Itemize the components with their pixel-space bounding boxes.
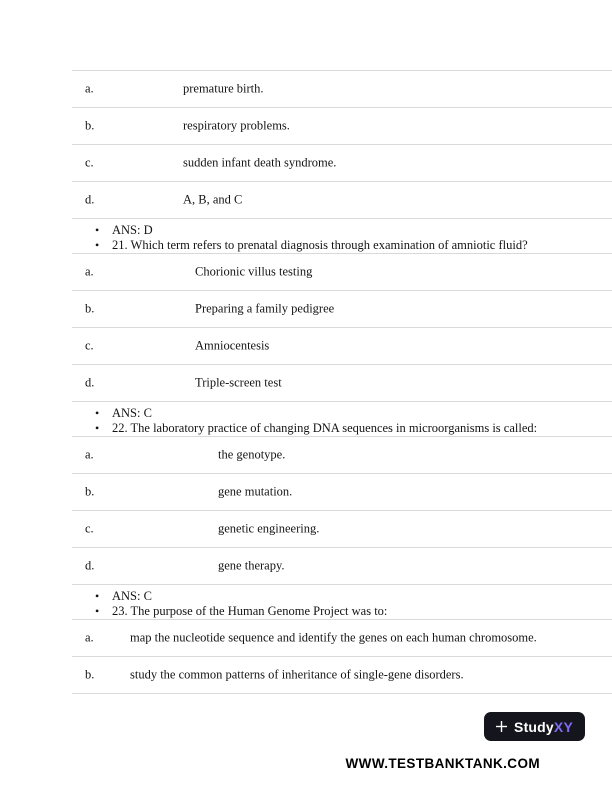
option-row [72,657,612,694]
answer-line: • ANS: D [72,223,612,238]
option-letter: b. [85,667,95,682]
option-row [72,437,612,474]
answer-question-block [72,402,612,436]
brand-accent-text: XY [553,718,573,735]
option-row [72,511,612,548]
option-text: gene therapy. [218,558,285,573]
answer-question-block [72,219,612,253]
option-text: map the nucleotide sequence and identify the genes on each human chromosome. [130,630,537,645]
option-text: the genotype. [218,447,286,462]
option-text: Chorionic villus testing [195,264,313,279]
option-letter: c. [85,155,94,170]
option-row [72,620,612,657]
option-letter: a. [85,264,94,279]
option-letter: a. [85,81,94,96]
option-text: sudden infant death syndrome. [183,155,337,170]
brand-name [514,719,573,735]
option-letter: b. [85,301,95,316]
brand-text: Study [514,718,554,735]
option-text: Triple-screen test [195,375,282,390]
option-row [72,365,612,402]
options-group-q23 [72,619,612,694]
answer-line: • ANS: C [72,589,612,604]
option-text: respiratory problems. [183,118,290,133]
option-row [72,182,612,219]
option-letter: c. [85,338,94,353]
option-text: Amniocentesis [195,338,270,353]
option-letter: c. [85,521,94,536]
plus-icon [494,720,508,734]
question-line: • 23. The purpose of the Human Genome Project was to: [72,604,612,619]
option-letter: d. [85,558,95,573]
options-group-q21 [72,253,612,402]
option-row [72,548,612,585]
website-link[interactable]: WWW.TESTBANKTANK.COM [345,756,540,771]
options-group-q20 [72,70,612,219]
option-text: Preparing a family pedigree [195,301,335,316]
question-line: • 21. Which term refers to prenatal diagnosis through examination of amniotic fluid? [72,238,612,253]
option-row [72,254,612,291]
option-letter: b. [85,118,95,133]
option-letter: d. [85,375,95,390]
option-text: A, B, and C [183,192,243,207]
option-letter: d. [85,192,95,207]
option-row [72,71,612,108]
option-row [72,145,612,182]
option-letter: a. [85,630,94,645]
studyxy-badge[interactable] [484,712,585,741]
page-content [72,70,612,694]
answer-question-block [72,585,612,619]
answer-line: • ANS: C [72,406,612,421]
option-letter: b. [85,484,95,499]
option-text: genetic engineering. [218,521,320,536]
option-row [72,474,612,511]
option-text: premature birth. [183,81,264,96]
option-row [72,328,612,365]
option-row [72,291,612,328]
option-row [72,108,612,145]
option-text: study the common patterns of inheritance of single-gene disorders. [130,667,464,682]
options-group-q22 [72,436,612,585]
option-letter: a. [85,447,94,462]
option-text: gene mutation. [218,484,293,499]
question-line: • 22. The laboratory practice of changing DNA sequences in microorganisms is called: [72,421,612,436]
